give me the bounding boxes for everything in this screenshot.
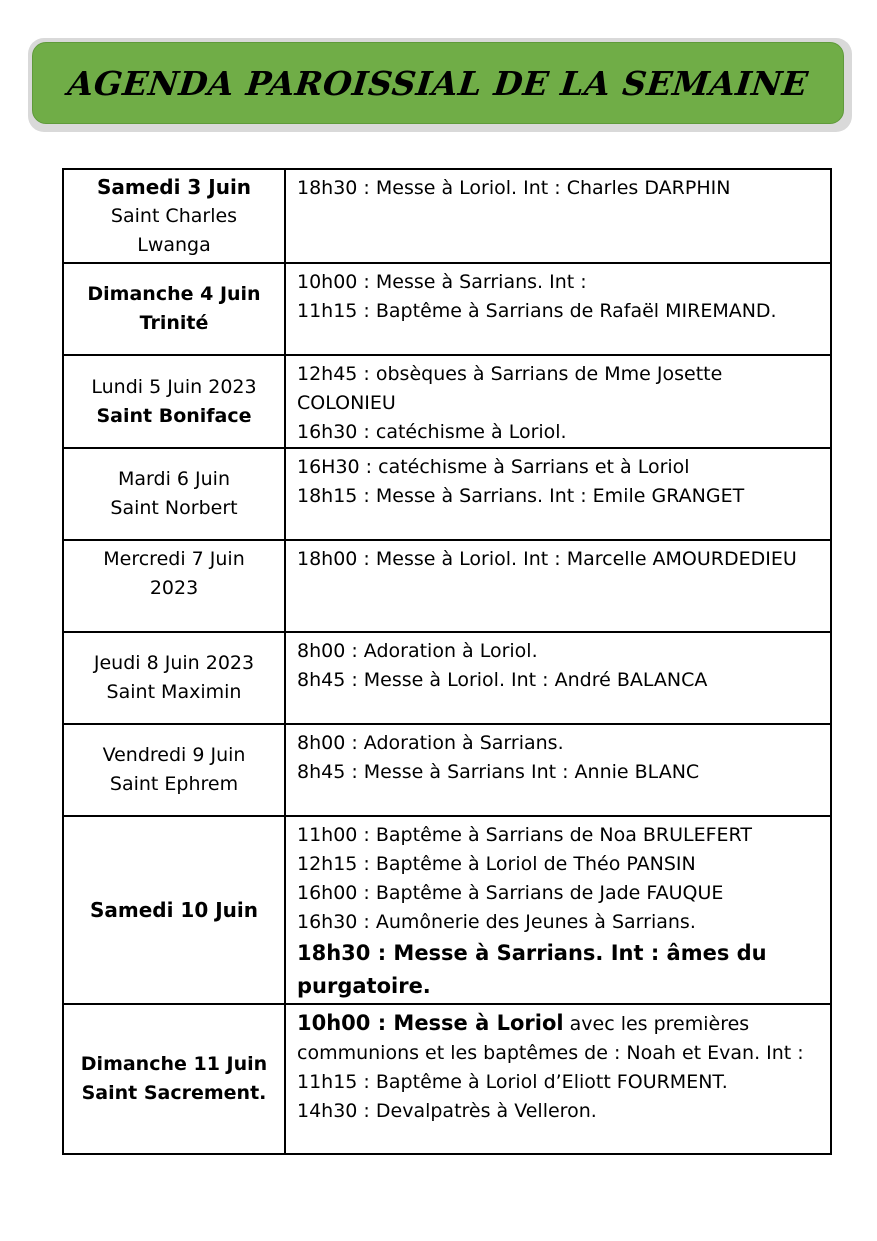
saint-label: Saint Maximin (106, 681, 242, 703)
event-line: 16h30 : catéchisme à Loriol. (297, 421, 567, 443)
day-cell (63, 1004, 285, 1154)
table-row (63, 355, 831, 448)
events-cell (285, 263, 831, 355)
saint-label: Saint Charles (110, 204, 238, 227)
events-cell (285, 1004, 831, 1154)
events-cell (285, 816, 831, 1004)
event-line: 11h15 : Baptême à Sarrians de Rafaël MIREMAND. (297, 300, 777, 322)
day-label: Lundi 5 Juin 2023 (91, 375, 257, 398)
events-cell (285, 169, 831, 263)
day-label: Dimanche 4 Juin (87, 283, 261, 305)
event-line: 18h15 : Messe à Sarrians. Int : Emile GRANGET (297, 485, 745, 507)
table-row (63, 540, 831, 632)
day-label: Jeudi 8 Juin 2023 (93, 652, 255, 674)
event-text: avec les premières communions et les baptêmes de : Noah et Evan. Int : (297, 1013, 804, 1064)
events-cell (285, 540, 831, 632)
event-line: 18h00 : Messe à Loriol. Int : Marcelle AMOURDEDIEU (297, 548, 797, 570)
day-label: Samedi 10 Juin (89, 897, 258, 922)
day-cell (63, 169, 285, 263)
event-line: 8h00 : Adoration à Loriol. (297, 640, 538, 662)
saint-label: Saint Norbert (110, 497, 238, 519)
table-row (63, 632, 831, 724)
day-cell (63, 816, 285, 1004)
event-line: 10h00 : Messe à Sarrians. Int : (297, 271, 587, 293)
events-cell (285, 448, 831, 540)
event-line: 8h00 : Adoration à Sarrians. (297, 732, 564, 754)
event-line-highlight: 18h30 : Messe à Sarrians. Int : âmes du purgatoire. (297, 941, 767, 998)
saint-label: Saint Ephrem (109, 773, 239, 795)
agenda-table (62, 168, 832, 1155)
day-cell (63, 448, 285, 540)
day-cell (63, 724, 285, 816)
event-line: 12h15 : Baptême à Loriol de Théo PANSIN (297, 853, 696, 875)
saint-label: Lwanga (137, 233, 211, 256)
day-cell (63, 632, 285, 724)
event-line: 8h45 : Messe à Loriol. Int : André BALANCA (297, 669, 708, 691)
event-line: 16h00 : Baptême à Sarrians de Jade FAUQUE (297, 882, 724, 904)
saint-label: Saint Sacrement. (81, 1082, 267, 1104)
events-cell (285, 724, 831, 816)
saint-label: Trinité (139, 312, 209, 334)
event-highlight: 10h00 : Messe à Loriol (297, 1011, 564, 1035)
table-row (63, 169, 831, 263)
event-line: 16h30 : Aumônerie des Jeunes à Sarrians. (297, 911, 696, 933)
table-row (63, 724, 831, 816)
table-row (63, 263, 831, 355)
day-cell (63, 263, 285, 355)
events-cell (285, 632, 831, 724)
event-line: 16H30 : catéchisme à Sarrians et à Loriol (297, 456, 690, 478)
title-banner (28, 38, 852, 132)
event-line: 18h30 : Messe à Loriol. Int : Charles DARPHIN (297, 177, 731, 199)
day-label: Samedi 3 Juin (96, 174, 252, 199)
table-row (63, 816, 831, 1004)
table-row (63, 1004, 831, 1154)
day-cell (63, 355, 285, 448)
event-line (297, 1009, 822, 1068)
day-label: Mercredi 7 Juin (103, 548, 245, 570)
event-line: 14h30 : Devalpatrès à Velleron. (297, 1100, 597, 1122)
events-cell (285, 355, 831, 448)
day-label: 2023 (149, 577, 199, 599)
page-title: AGENDA PAROISSIAL DE LA SEMAINE (65, 63, 811, 103)
day-label: Vendredi 9 Juin (102, 744, 246, 766)
event-line: 11h00 : Baptême à Sarrians de Noa BRULEFERT (297, 824, 752, 846)
event-line: 11h15 : Baptême à Loriol d’Eliott FOURMENT. (297, 1071, 728, 1093)
event-line: 8h45 : Messe à Sarrians Int : Annie BLANC (297, 761, 700, 783)
title-banner-fill (32, 42, 844, 124)
event-line: 12h45 : obsèques à Sarrians de Mme Josette COLONIEU (297, 363, 723, 414)
day-label: Mardi 6 Juin (118, 468, 230, 490)
day-cell (63, 540, 285, 632)
day-label: Dimanche 11 Juin (80, 1053, 268, 1075)
saint-label: Saint Boniface (96, 404, 252, 427)
table-row (63, 448, 831, 540)
